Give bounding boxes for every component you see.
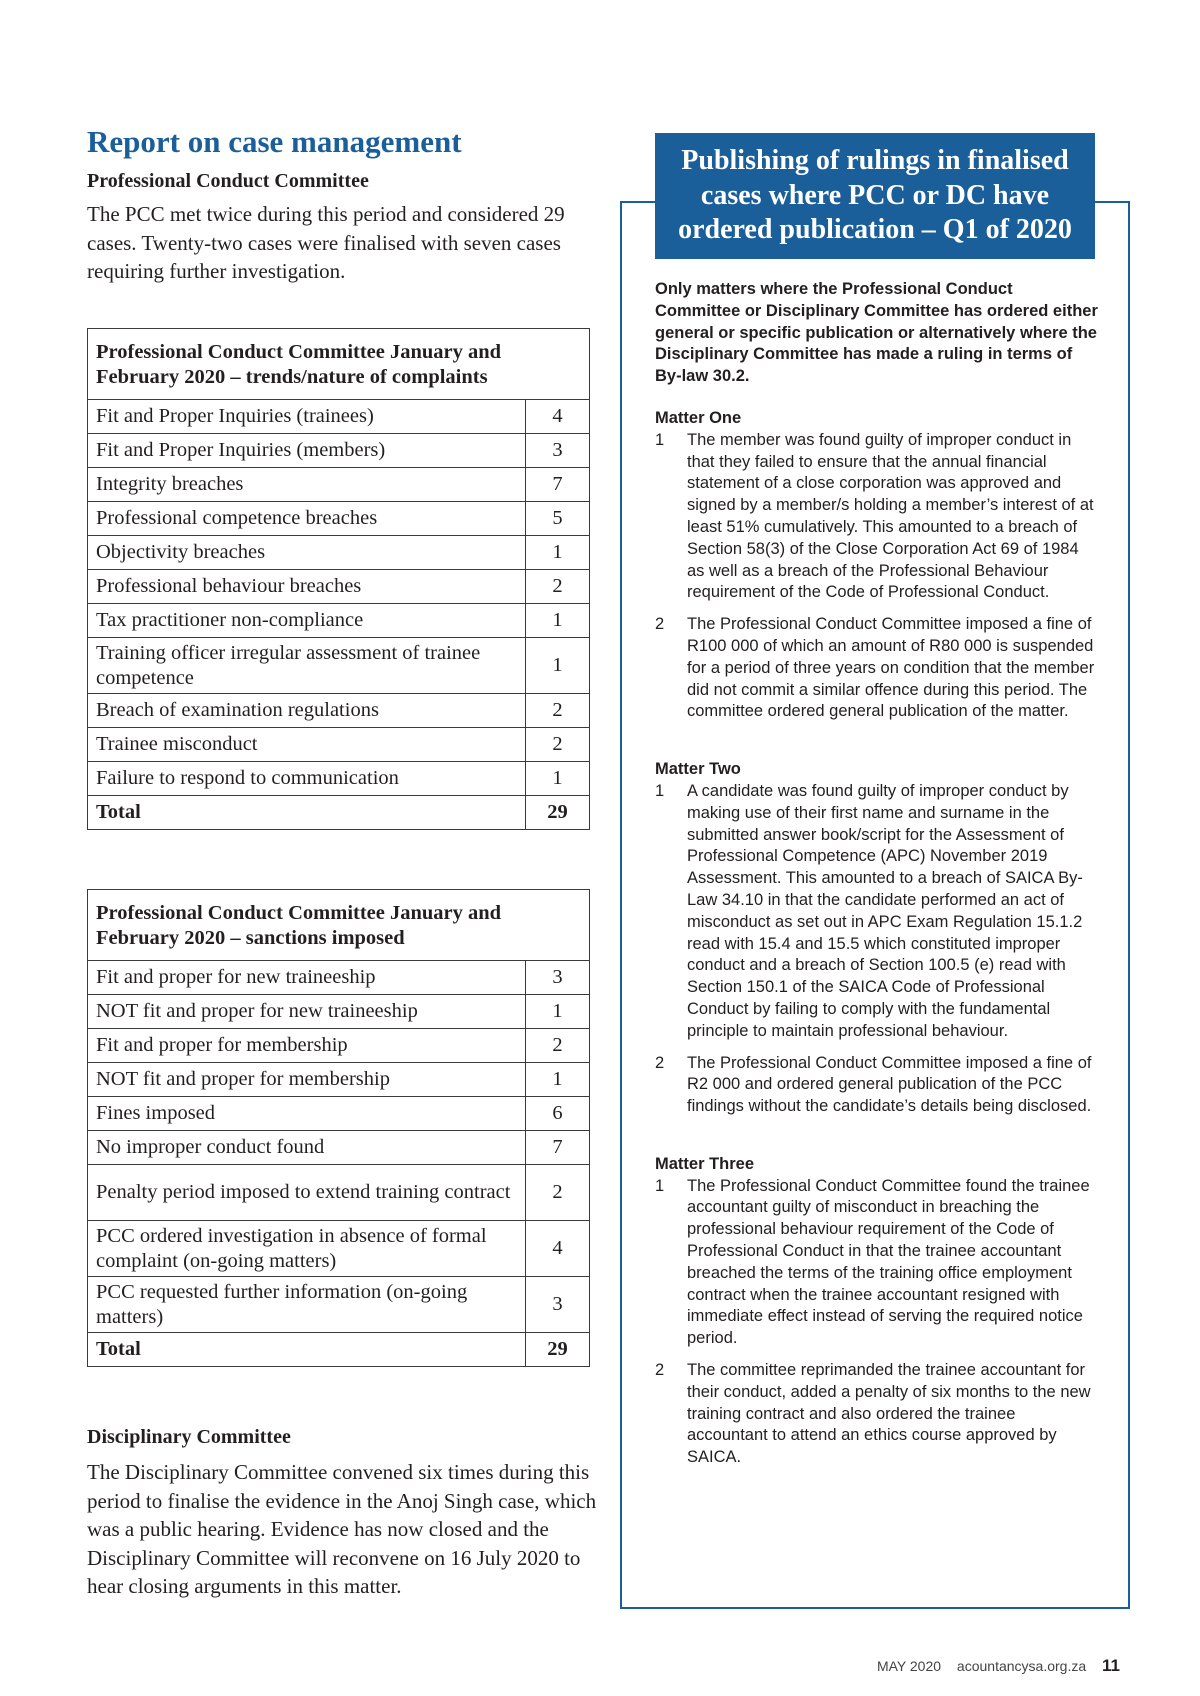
row-label: Fit and proper for membership bbox=[88, 1029, 526, 1063]
dc-heading: Disciplinary Committee bbox=[87, 1426, 291, 1448]
item-number: 2 bbox=[655, 615, 665, 634]
row-label: Professional competence breaches bbox=[88, 502, 526, 536]
table-row bbox=[88, 1131, 590, 1165]
item-number: 1 bbox=[655, 781, 665, 800]
page-title: Report on case management bbox=[87, 124, 462, 159]
row-label: Professional behaviour breaches bbox=[88, 570, 526, 604]
row-value: 2 bbox=[526, 694, 590, 728]
item-text: The committee reprimanded the trainee accountant for their conduct, added a penalty of six months to the new training contract and also ordered the trainee accountant to attend an ethics course approved by SAICA. bbox=[687, 1361, 1091, 1467]
row-value: 1 bbox=[526, 995, 590, 1029]
total-value: 29 bbox=[526, 1333, 590, 1367]
row-value: 3 bbox=[526, 434, 590, 468]
table-row bbox=[88, 961, 590, 995]
row-label: Failure to respond to communication bbox=[88, 762, 526, 796]
row-label: NOT fit and proper for new traineeship bbox=[88, 995, 526, 1029]
row-label: Objectivity breaches bbox=[88, 536, 526, 570]
row-label: PCC ordered investigation in absence of formal complaint (on-going matters) bbox=[88, 1221, 526, 1277]
item-text: A candidate was found guilty of improper conduct by making use of their first name and surname in the submitted answer book/script for the Assessment of Professional Competence (APC) November 2019 Assessment. This amounted to a breach of SAICA By-Law 34.10 in that the candidate performed an act of misconduct as set out in APC Exam Regulation 15.1.2 read with 15.4 and 15.5 which constituted improper conduct and a breach of Section 100.5 (e) read with Section 150.1 of the SAICA Code of Professional Conduct by failing to comply with the fundamental principle to maintain professional behaviour. bbox=[687, 781, 1083, 1040]
matter-title: Matter Three bbox=[655, 1154, 755, 1173]
row-label: Fines imposed bbox=[88, 1097, 526, 1131]
list-item bbox=[655, 1360, 1100, 1469]
item-text: The member was found guilty of improper conduct in that they failed to ensure that the annual financial statement of a close corporation was approved and signed by a member/s holding a member’s interest of at least 51% cumulatively. This amounted to a breach of Section 58(3) of the Close Corporation Act 69 of 1984 as well as a breach of the Professional Behaviour requirement of the Code of Professional Conduct. bbox=[687, 430, 1094, 602]
row-value: 5 bbox=[526, 502, 590, 536]
rulings-banner: Publishing of rulings in finalised cases where PCC or DC have ordered publication – Q1 of 2020 bbox=[655, 133, 1095, 259]
list-item bbox=[655, 781, 1100, 1043]
row-value: 1 bbox=[526, 536, 590, 570]
row-value: 2 bbox=[526, 728, 590, 762]
row-value: 1 bbox=[526, 638, 590, 694]
sanctions-table bbox=[87, 889, 590, 1367]
row-label: Training officer irregular assessment of trainee competence bbox=[88, 638, 526, 694]
footer-date: MAY 2020 bbox=[876, 1658, 942, 1674]
list-item bbox=[655, 1053, 1100, 1118]
table-row bbox=[88, 1277, 590, 1333]
table-row bbox=[88, 1221, 590, 1277]
table-row bbox=[88, 694, 590, 728]
page-number: 11 bbox=[1102, 1656, 1120, 1675]
footer-site: acountancysa.org.za bbox=[956, 1658, 1087, 1674]
row-label: Integrity breaches bbox=[88, 468, 526, 502]
rulings-content bbox=[655, 279, 1100, 1479]
page-footer bbox=[877, 1656, 1120, 1676]
total-value: 29 bbox=[526, 796, 590, 830]
total-label: Total bbox=[88, 796, 526, 830]
item-text: The Professional Conduct Committee imposed a fine of R2 000 and ordered general publication of the PCC findings without the candidate’s details being disclosed. bbox=[687, 1053, 1092, 1116]
table-row bbox=[88, 434, 590, 468]
row-label: No improper conduct found bbox=[88, 1131, 526, 1165]
row-value: 2 bbox=[526, 1165, 590, 1221]
table-row bbox=[88, 536, 590, 570]
row-value: 3 bbox=[526, 961, 590, 995]
item-text: The Professional Conduct Committee found the trainee accountant guilty of misconduct in breaching the professional behaviour requirement of the Code of Professional Conduct in that the trainee accountant breached the terms of the training office employment contract when the trainee accountant resigned with immediate effect instead of serving the required notice period. bbox=[687, 1176, 1090, 1348]
item-number: 2 bbox=[655, 1053, 665, 1072]
matter-title: Matter One bbox=[655, 408, 742, 427]
item-text: The Professional Conduct Committee imposed a fine of R100 000 of which an amount of R80 000 is suspended for a period of three years on condition that the member did not commit a similar offence during this period. The committee ordered general publication of the matter. bbox=[687, 615, 1095, 721]
complaints-table bbox=[87, 328, 590, 830]
row-value: 2 bbox=[526, 570, 590, 604]
total-row bbox=[88, 796, 590, 830]
table-row bbox=[88, 1029, 590, 1063]
row-label: Penalty period imposed to extend training contract bbox=[88, 1165, 526, 1221]
table-row bbox=[88, 728, 590, 762]
row-value: 7 bbox=[526, 1131, 590, 1165]
pcc-intro: The PCC met twice during this period and considered 29 cases. Twenty-two cases were finalised with seven cases requiring further investigation. bbox=[87, 202, 565, 283]
row-label: NOT fit and proper for membership bbox=[88, 1063, 526, 1097]
row-label: Tax practitioner non-compliance bbox=[88, 604, 526, 638]
table-row bbox=[88, 995, 590, 1029]
left-column bbox=[87, 122, 590, 286]
table-row bbox=[88, 1097, 590, 1131]
matter-title: Matter Two bbox=[655, 760, 741, 779]
item-number: 1 bbox=[655, 1176, 665, 1195]
pcc-heading: Professional Conduct Committee bbox=[87, 170, 369, 192]
item-number: 1 bbox=[655, 430, 665, 449]
row-value: 1 bbox=[526, 762, 590, 796]
row-value: 3 bbox=[526, 1277, 590, 1333]
table-row bbox=[88, 638, 590, 694]
list-item bbox=[655, 430, 1100, 604]
total-row bbox=[88, 1333, 590, 1367]
table-row bbox=[88, 468, 590, 502]
row-value: 6 bbox=[526, 1097, 590, 1131]
disciplinary-section bbox=[87, 1424, 597, 1601]
item-number: 2 bbox=[655, 1361, 665, 1380]
row-value: 1 bbox=[526, 604, 590, 638]
table-row bbox=[88, 502, 590, 536]
table-row bbox=[88, 762, 590, 796]
dc-body: The Disciplinary Committee convened six times during this period to finalise the evidence in the Anoj Singh case, which was a public hearing. Evidence has now closed and the Disciplinary Committee will reconvene on 16 July 2020 to hear closing arguments in this matter. bbox=[87, 1460, 597, 1598]
row-value: 4 bbox=[526, 1221, 590, 1277]
list-item bbox=[655, 614, 1100, 723]
list-item bbox=[655, 1176, 1100, 1350]
row-value: 7 bbox=[526, 468, 590, 502]
row-label: Fit and Proper Inquiries (members) bbox=[88, 434, 526, 468]
table-row bbox=[88, 570, 590, 604]
table-row bbox=[88, 604, 590, 638]
row-value: 2 bbox=[526, 1029, 590, 1063]
row-value: 1 bbox=[526, 1063, 590, 1097]
rulings-lead: Only matters where the Professional Conduct Committee or Disciplinary Committee has ordered either general or specific publication or alternatively where the Disciplinary Committee has made a ruling in terms of By-law 30.2. bbox=[655, 280, 1098, 386]
row-label: Fit and proper for new traineeship bbox=[88, 961, 526, 995]
row-label: Trainee misconduct bbox=[88, 728, 526, 762]
row-label: PCC requested further information (on-going matters) bbox=[88, 1277, 526, 1333]
row-label: Breach of examination regulations bbox=[88, 694, 526, 728]
table-row bbox=[88, 400, 590, 434]
total-label: Total bbox=[88, 1333, 526, 1367]
table-row bbox=[88, 1063, 590, 1097]
sanctions-table-header: Professional Conduct Committee January and February 2020 – sanctions imposed bbox=[88, 890, 590, 961]
table-row bbox=[88, 1165, 590, 1221]
complaints-table-header: Professional Conduct Committee January and February 2020 – trends/nature of complaints bbox=[88, 329, 590, 400]
row-value: 4 bbox=[526, 400, 590, 434]
row-label: Fit and Proper Inquiries (trainees) bbox=[88, 400, 526, 434]
